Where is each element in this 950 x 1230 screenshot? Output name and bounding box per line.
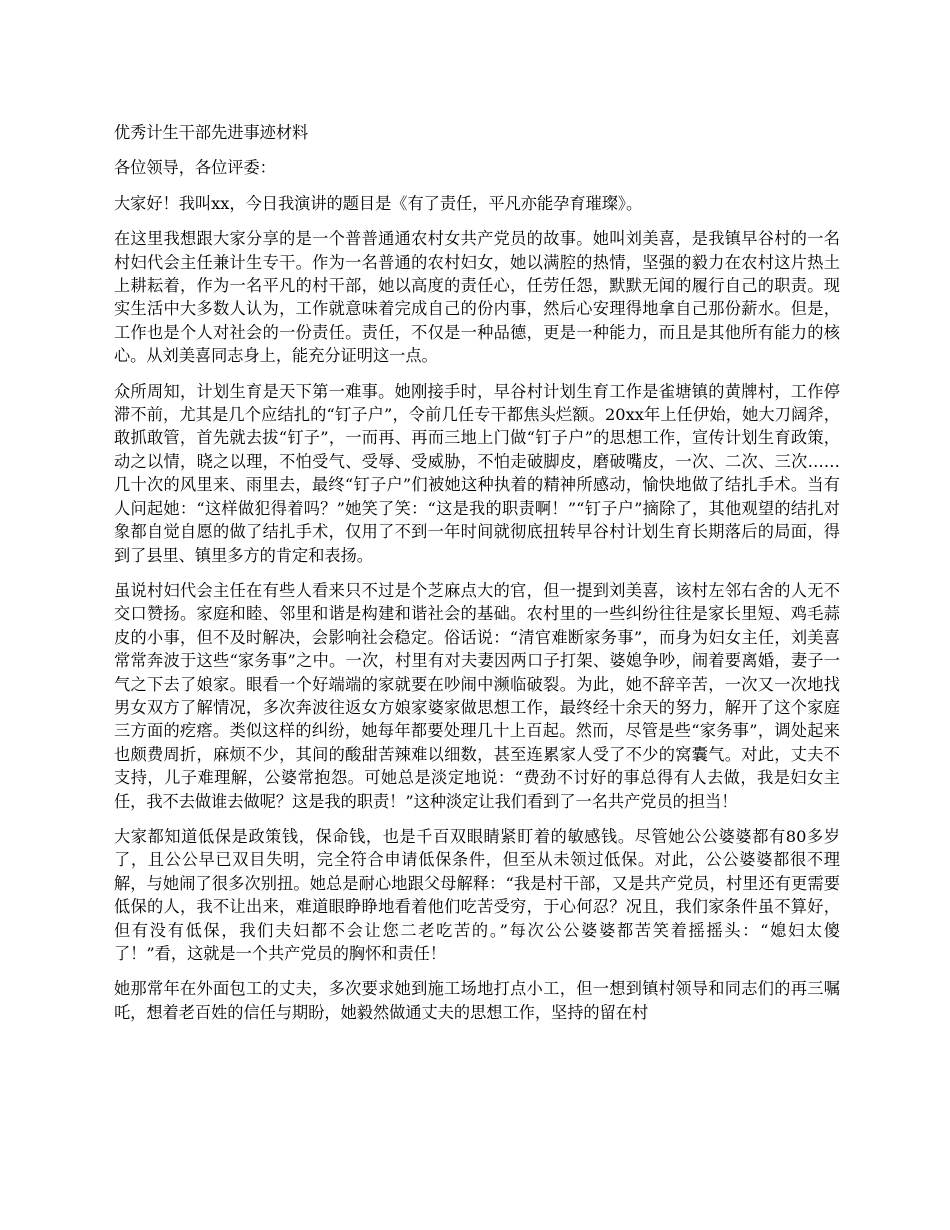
paragraph-story-intro: 在这里我想跟大家分享的是一个普普通通农村女共产党员的故事。她叫刘美喜，是我镇早谷村的一名村妇代会主任兼计生专干。作为一名普通的农村妇女，她以满腔的热情，坚强的毅力在农村这片热土上耕耘着，作为一名平凡的村干部，她以高度的责任心，任劳任怨，默默无闻的履行自己的职责。现实生活中大多数人认为，工作就意味着完成自己的份内事，然后心安理得地拿自己那份薪水。但是，工作也是个人对社会的一份责任。责任，不仅是一种品德，更是一种能力，而且是其他所有能力的核心。从刘美喜同志身上，能充分证明这一点。 [114,229,840,366]
salutation: 各位领导，各位评委： [114,158,276,178]
paragraph-low-income-aid: 大家都知道低保是政策钱，保命钱，也是千百双眼睛紧盯着的敏感钱。尽管她公公婆婆都有80多岁了，且公公早已双目失明，完全符合申请低保条件，但至从未领过低保。对此，公公婆婆都很不理解，与她闹了很多次别扭。她总是耐心地跟父母解释：“我是村干部，又是共产党员，村里还有更需要低保的人，我不让出来，难道眼睁睁地看着他们吃苦受穷，于心何忍？况且，我们家条件虽不算好，但有没有低保，我们夫妇都不会让您二老吃苦的。”每次公公婆婆都苦笑着摇摇头：“媳妇太傻了！”看，这就是一个共产党员的胸怀和责任！ [114,826,840,963]
paragraph-family-planning: 众所周知，计划生育是天下第一难事。她刚接手时，早谷村计划生育工作是雀塘镇的黄牌村，工作停滞不前，尤其是几个应结扎的“钉子户”，令前几任专干都焦头烂额。20xx年上任伊始，她大刀阔斧，敢抓敢管，首先就去拔“钉子”，一而再、再而三地上门做“钉子户”的思想工作，宣传计划生育政策，动之以情，晓之以理，不怕受气、受辱、受威胁，不怕走破脚皮，磨破嘴皮，一次、二次、三次……几十次的风里来、雨里去，最终“钉子户”们被她这种执着的精神所感动，愉快地做了结扎手术。当有人问起她：“这样做犯得着吗？”她笑了笑：“这是我的职责啊！”“钉子户”摘除了，其他观望的结扎对象都自觉自愿的做了结扎手术，仅用了不到一年时间就彻底扭转早谷村计划生育长期落后的局面，得到了县里、镇里多方的肯定和表扬。 [114,381,840,565]
paragraph-intro: 大家好！我叫xx，今日我演讲的题目是《有了责任，平凡亦能孕育璀璨》。 [114,193,643,213]
paragraph-husband: 她那常年在外面包工的丈夫，多次要求她到施工场地打点小工，但一想到镇村领导和同志们的再三嘱吒，想着老百姓的信任与期盼，她毅然做通丈夫的思想工作，坚持的留在村 [114,979,840,1022]
document-title: 优秀计生干部先进事迹材料 [114,123,309,142]
paragraph-family-disputes: 虽说村妇代会主任在有些人看来只不过是个芝麻点大的官，但一提到刘美喜，该村左邻右舍的人无不交口赞扬。家庭和睦、邻里和谐是构建和谐社会的基础。农村里的一些纠纷往往是家长里短、鸡毛蒜皮的小事，但不及时解决，会影响社会稳定。俗话说：“清官难断家务事”，而身为妇女主任，刘美喜常常奔波于这些“家务事”之中。一次，村里有对夫妻因两口子打架、婆媳争吵，闹着要离婚，妻子一气之下去了娘家。眼看一个好端端的家就要在吵闹中濒临破裂。为此，她不辞辛苦，一次又一次地找男女双方了解情况，多次奔波往返女方娘家婆家做思想工作，最终经十余天的努力，解开了这个家庭三方面的疙瘩。类似这样的纠纷，她每年都要处理几十上百起。然而，尽管是些“家务事”，调处起来也颇费周折，麻烦不少，其间的酸甜苦辣难以细数，甚至连累家人受了不少的窝囊气。对此，丈夫不支持，儿子难理解，公婆常抱怨。可她总是淡定地说：“费劲不讨好的事总得有人去做，我是妇女主任，我不去做谁去做呢？这是我的职责！”这种淡定让我们看到了一名共产党员的担当！ [114,580,840,811]
document-page [114,121,840,1036]
